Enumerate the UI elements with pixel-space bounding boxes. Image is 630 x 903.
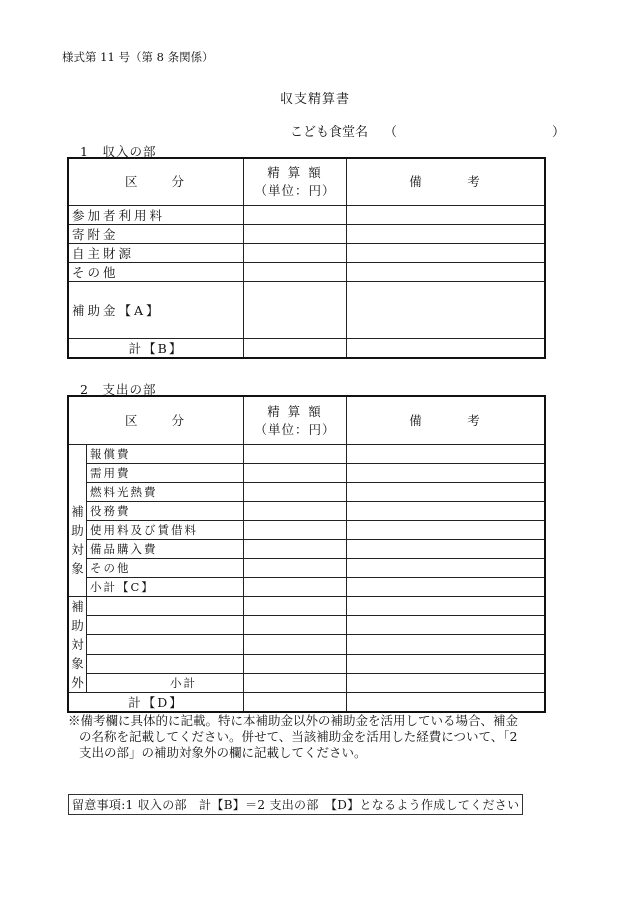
income-col-amount-title: 精 算 額: [267, 165, 323, 180]
expense-row-label: その他: [87, 559, 244, 578]
expense-item-cell[interactable]: [87, 597, 244, 616]
income-total-remarks-cell[interactable]: [347, 339, 545, 358]
expense-item-cell[interactable]: [87, 635, 244, 654]
form-number: 様式第 11 号（第 8 条関係）: [62, 50, 214, 64]
non-subsidized-label-char: 補: [71, 599, 84, 614]
expense-total-amount-cell[interactable]: [244, 693, 347, 712]
income-row: [69, 206, 545, 225]
expense-nonsubsidized-subtotal-label: 小計: [87, 673, 244, 692]
expense-row: [69, 483, 545, 502]
expense-remarks-cell[interactable]: [347, 597, 545, 616]
income-amount-cell[interactable]: [244, 263, 347, 282]
expense-remarks-cell[interactable]: [347, 635, 545, 654]
income-col-category: 区 分: [69, 159, 244, 206]
expense-remarks-cell[interactable]: [347, 673, 545, 692]
expense-subtotal-row: [69, 673, 545, 692]
expense-remarks-cell[interactable]: [347, 483, 545, 502]
income-total-label: 計【B】: [69, 339, 244, 358]
remarks-note-line: 支出の部」の補助対象外の欄に記載してください。: [79, 745, 367, 760]
expense-row: [69, 635, 545, 654]
income-row-label: 補助金【A】: [69, 282, 244, 339]
income-remarks-cell[interactable]: [347, 206, 545, 225]
expense-row-label: 備品購入費: [87, 540, 244, 559]
expense-row: [69, 559, 545, 578]
income-col-amount-unit: （単位：円）: [254, 183, 336, 198]
income-amount-cell[interactable]: [244, 244, 347, 263]
expense-amount-cell[interactable]: [244, 597, 347, 616]
expense-item-cell[interactable]: [87, 616, 244, 635]
income-section-title: 1 収入の部: [80, 144, 157, 159]
expense-amount-cell[interactable]: [244, 540, 347, 559]
expense-row-label: 使用料及び賃借料: [87, 521, 244, 540]
expense-col-amount: [244, 397, 347, 445]
expense-remarks-cell[interactable]: [347, 502, 545, 521]
income-total-row: [69, 339, 545, 358]
expense-subtotal-c-label: 小計【C】: [87, 578, 244, 597]
income-remarks-cell[interactable]: [347, 225, 545, 244]
income-remarks-cell[interactable]: [347, 282, 545, 339]
income-row-label: 自主財源: [69, 244, 244, 263]
close-paren: ）: [552, 125, 566, 140]
expense-row: [69, 540, 545, 559]
non-subsidized-label-char: 助: [71, 618, 84, 633]
expense-subtotal-row: [69, 578, 545, 597]
non-subsidized-group-label: [69, 597, 87, 693]
remarks-note: [68, 713, 566, 761]
expense-item-cell[interactable]: [87, 654, 244, 673]
expense-row: [69, 521, 545, 540]
notice-box: 留意事項:1 収入の部 計【B】＝2 支出の部 【D】となるよう作成してください: [68, 794, 523, 815]
remarks-note-line: の名称を記載してください。併せて、当該補助金を活用した経費について、「2: [79, 729, 518, 744]
expense-amount-cell[interactable]: [244, 464, 347, 483]
income-remarks-cell[interactable]: [347, 244, 545, 263]
expense-row: [69, 445, 545, 464]
expense-amount-cell[interactable]: [244, 616, 347, 635]
income-row-label: その他: [69, 263, 244, 282]
expense-row-label: 報償費: [87, 445, 244, 464]
cafeteria-name-line: [290, 121, 570, 140]
expense-amount-cell[interactable]: [244, 483, 347, 502]
expense-row-label: 役務費: [87, 502, 244, 521]
expense-remarks-cell[interactable]: [347, 578, 545, 597]
subsidized-label-char: 補: [71, 503, 84, 519]
income-amount-cell[interactable]: [244, 282, 347, 339]
income-col-remarks: 備 考: [347, 159, 545, 206]
expense-total-remarks-cell[interactable]: [347, 693, 545, 712]
expense-amount-cell[interactable]: [244, 673, 347, 692]
expense-row: [69, 654, 545, 673]
expense-remarks-cell[interactable]: [347, 521, 545, 540]
expense-amount-cell[interactable]: [244, 559, 347, 578]
expense-total-row: [69, 693, 545, 712]
expense-amount-cell[interactable]: [244, 502, 347, 521]
expense-row-label: 需用費: [87, 464, 244, 483]
income-row-label: 参加者利用料: [69, 206, 244, 225]
expense-row: [69, 502, 545, 521]
income-row: [69, 263, 545, 282]
expense-header-row: [69, 397, 545, 445]
expense-table: [68, 396, 545, 712]
income-remarks-cell[interactable]: [347, 263, 545, 282]
income-row: [69, 282, 545, 339]
expense-remarks-cell[interactable]: [347, 559, 545, 578]
non-subsidized-label-char: 外: [71, 675, 84, 690]
non-subsidized-label-char: 象: [71, 656, 84, 671]
expense-row: [69, 616, 545, 635]
expense-amount-cell[interactable]: [244, 635, 347, 654]
expense-remarks-cell[interactable]: [347, 445, 545, 464]
cafeteria-name-label: こども食堂名: [290, 125, 369, 140]
income-row-label: 寄附金: [69, 225, 244, 244]
income-row: [69, 225, 545, 244]
subsidized-label-char: 象: [71, 560, 84, 576]
expense-col-amount-title: 精 算 額: [267, 403, 323, 419]
income-table: [68, 158, 545, 358]
expense-col-category: 区 分: [69, 397, 244, 445]
expense-col-amount-unit: （単位：円）: [254, 421, 336, 437]
subsidized-label-char: 助: [71, 522, 84, 538]
expense-remarks-cell[interactable]: [347, 616, 545, 635]
document-title: 収支精算書: [279, 92, 350, 107]
income-amount-cell[interactable]: [244, 206, 347, 225]
open-paren: （: [384, 125, 398, 140]
subsidized-group-label: [69, 445, 87, 597]
expense-row: [69, 597, 545, 616]
remarks-note-line: ※備考欄に具体的に記載。特に本補助金以外の補助金を活用している場合、補金: [68, 713, 519, 728]
non-subsidized-label-char: 対: [71, 637, 84, 652]
expense-row: [69, 464, 545, 483]
expense-total-label: 計【D】: [69, 693, 244, 712]
expense-row-label: 燃料光熱費: [87, 483, 244, 502]
subsidized-label-char: 対: [71, 541, 84, 557]
income-header-row: [69, 159, 545, 206]
expense-amount-cell[interactable]: [244, 521, 347, 540]
expense-remarks-cell[interactable]: [347, 654, 545, 673]
expense-remarks-cell[interactable]: [347, 464, 545, 483]
income-row: [69, 244, 545, 263]
expense-col-remarks: 備 考: [347, 397, 545, 445]
expense-section-title: 2 支出の部: [80, 382, 157, 397]
income-amount-cell[interactable]: [244, 225, 347, 244]
income-col-amount: [244, 159, 347, 206]
income-total-amount-cell[interactable]: [244, 339, 347, 358]
expense-remarks-cell[interactable]: [347, 540, 545, 559]
expense-amount-cell[interactable]: [244, 445, 347, 464]
expense-amount-cell[interactable]: [244, 578, 347, 597]
expense-amount-cell[interactable]: [244, 654, 347, 673]
